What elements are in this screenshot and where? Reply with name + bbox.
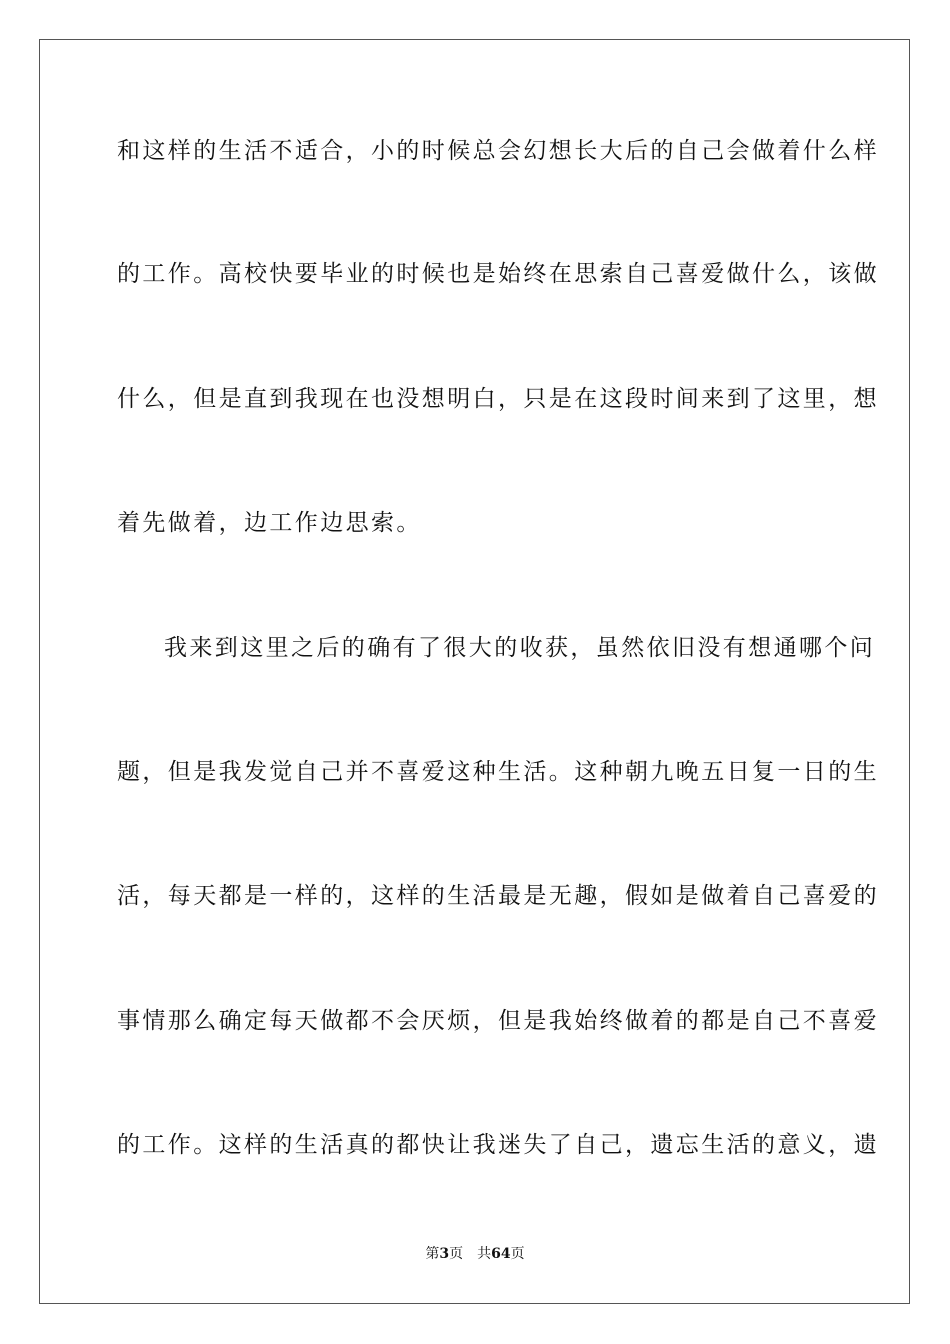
body-text-line-3: 什么，但是直到我现在也没想明白，只是在这段时间来到了这里，想 bbox=[117, 386, 879, 412]
page-footer bbox=[0, 1244, 950, 1264]
page-border bbox=[39, 39, 910, 1304]
body-text-line-7: 活，每天都是一样的，这样的生活最是无趣，假如是做着自己喜爱的 bbox=[117, 883, 879, 909]
body-text-line-5: 我来到这里之后的确有了很大的收获，虽然依旧没有想通哪个问 bbox=[164, 635, 876, 661]
body-text-line-4: 着先做着，边工作边思索。 bbox=[117, 510, 422, 536]
body-text-line-2: 的工作。高校快要毕业的时候也是始终在思索自己喜爱做什么，该做 bbox=[117, 261, 879, 287]
body-text-line-6: 题，但是我发觉自己并不喜爱这种生活。这种朝九晚五日复一日的生 bbox=[117, 759, 879, 785]
footer-page-prefix: 第 bbox=[425, 1246, 440, 1262]
body-text-line-1: 和这样的生活不适合，小的时候总会幻想长大后的自己会做着什么样 bbox=[117, 138, 879, 164]
footer-total-pages: 64 bbox=[491, 1246, 511, 1262]
body-text-line-9: 的工作。这样的生活真的都快让我迷失了自己，遗忘生活的意义，遗 bbox=[117, 1132, 879, 1158]
footer-page-suffix: 页 bbox=[449, 1246, 464, 1262]
footer-total-prefix: 共 bbox=[477, 1246, 492, 1262]
footer-page-number: 3 bbox=[439, 1246, 450, 1262]
footer-total-suffix: 页 bbox=[510, 1246, 525, 1262]
body-text-line-8: 事情那么确定每天做都不会厌烦，但是我始终做着的都是自己不喜爱 bbox=[117, 1008, 879, 1034]
